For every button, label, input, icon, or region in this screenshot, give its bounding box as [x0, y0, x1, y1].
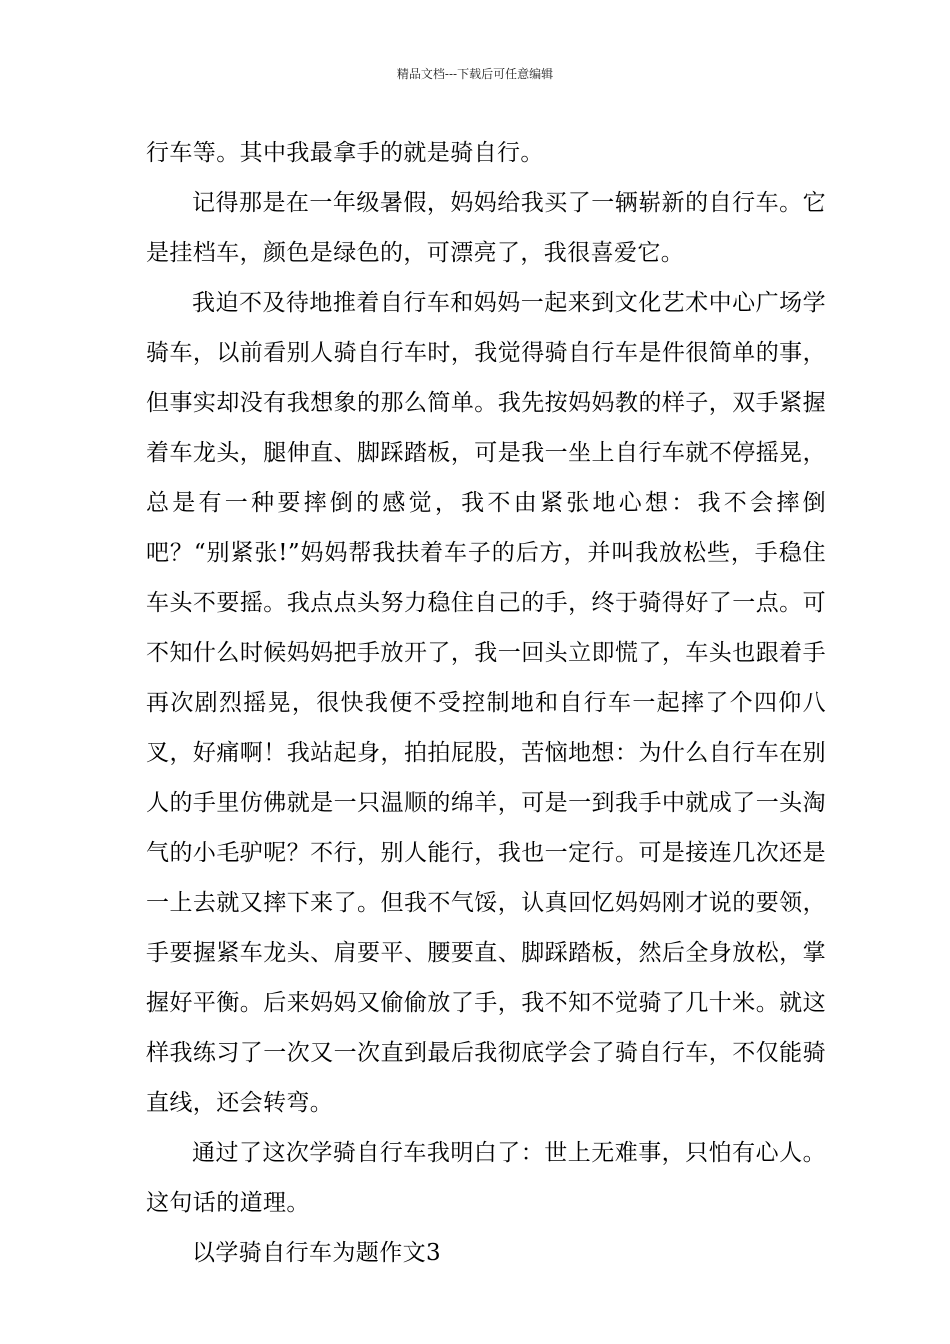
text-line: 不行，别人能行，我也一定行。可是接连几次还是一上去就又摔下 — [146, 840, 826, 916]
section-heading — [146, 1228, 826, 1278]
text-line: 行车等。其中我最拿手的就是骑自行。 — [146, 140, 544, 166]
text-line: 时候妈妈把手放开了，我一回头立即慌了，车头也跟着手再次剧烈 — [146, 640, 827, 716]
text-line: 紧张!”妈妈帮我扶着车子的后方，并叫我放松些，手稳住车头不要 — [146, 540, 827, 616]
text-line: 但事实却没有我想象的那么简单。我先按妈妈教的样子，双手紧握 — [146, 390, 826, 416]
paragraph-4 — [146, 1128, 826, 1228]
text-line: 记得那是在一年级暑假，妈妈给我买了一辆崭新的自行车。它 — [192, 190, 826, 216]
text-line: 骑车，以前看别人骑自行车时，我觉得骑自行车是件很简单的事， — [146, 340, 826, 366]
text-line: 以学骑自行车为题作文3 — [192, 1240, 442, 1266]
paragraph-2 — [146, 178, 826, 278]
text-line: 一次直到最后我彻底学会了骑自行车，不仅能骑直线，还会转弯。 — [146, 1040, 827, 1116]
text-line: 我站起身，拍拍屁股，苦恼地想：为什么自行车在别人的手里仿佛 — [146, 740, 826, 816]
paragraph-1 — [146, 128, 826, 178]
text-line: 通过了这次学骑自行车我明白了：世上无难事，只怕有心人。 — [192, 1140, 826, 1166]
document-body — [146, 128, 826, 1278]
text-line: 肩要平、腰要直、脚踩踏板，然后全身放松，掌握好平衡。后来妈 — [146, 940, 827, 1016]
text-line: 是挂档车，颜色是绿色的，可漂亮了，我很喜爱它。 — [146, 240, 685, 266]
text-line: 来了。但我不气馁，认真回忆妈妈刚才说的要领，手要握紧车龙头、 — [146, 890, 826, 966]
text-line: 着车龙头，腿伸直、脚踩踏板，可是我一坐上自行车就不停摇晃， — [146, 440, 826, 466]
text-line: 摇。我点点头努力稳住自己的手，终于骑得好了一点。可不知什么 — [146, 590, 827, 666]
text-line: 就是一只温顺的绵羊，可是一到我手中就成了一头淘气的小毛驴呢？ — [146, 790, 826, 866]
page-header: 精品文档---下载后可任意编辑 — [396, 67, 554, 81]
text-line: 我迫不及待地推着自行车和妈妈一起来到文化艺术中心广场学 — [192, 290, 826, 316]
text-line: 总是有一种要摔倒的感觉，我不由紧张地心想：我不会摔倒吧？“别 — [146, 490, 826, 566]
text-line: 妈又偷偷放了手，我不知不觉骑了几十米。就这样我练习了一次又 — [146, 990, 827, 1066]
paragraph-3 — [146, 278, 826, 1128]
text-line: 这句话的道理。 — [146, 1190, 310, 1216]
text-line: 摇晃，很快我便不受控制地和自行车一起摔了个四仰八叉，好痛啊！ — [146, 690, 826, 766]
